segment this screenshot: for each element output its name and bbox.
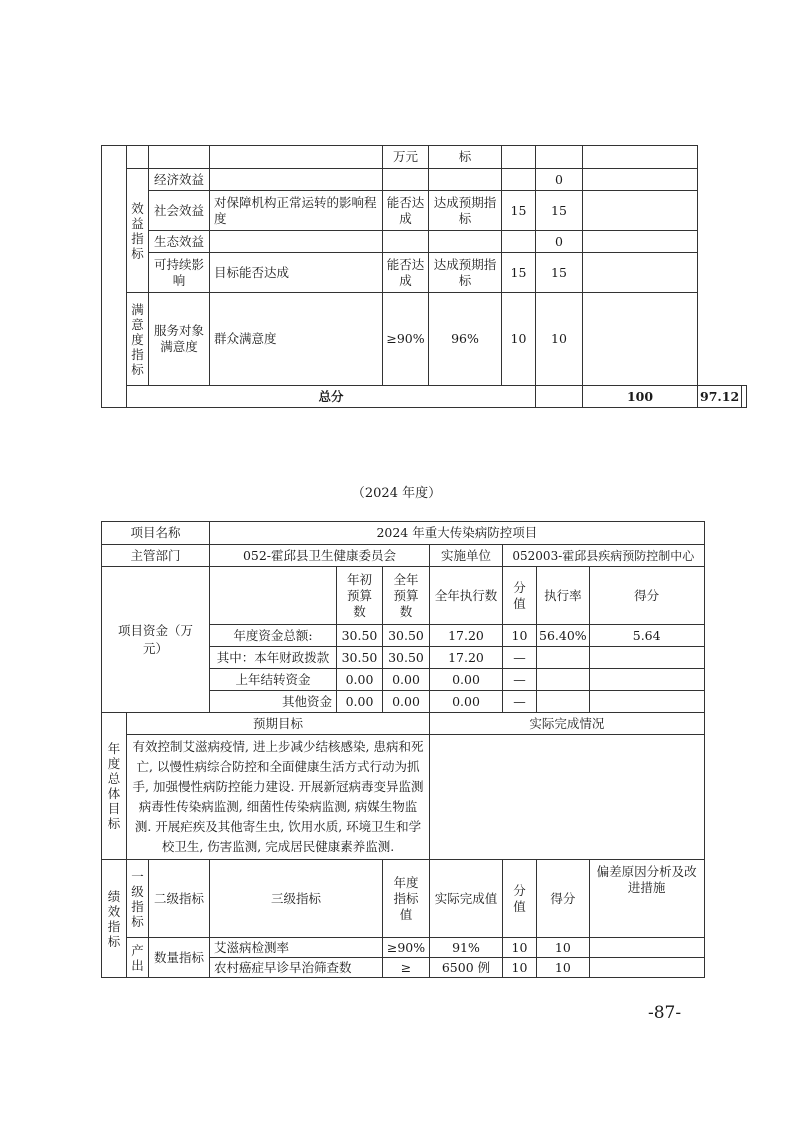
- quantity-indicator-label: 数量指标: [149, 938, 210, 978]
- remark: [583, 253, 698, 293]
- initial-budget: 0.00: [337, 691, 383, 713]
- weight: [502, 231, 536, 253]
- remark: [583, 293, 698, 386]
- weight: 10: [502, 293, 536, 386]
- funds-row-label: 其中：本年财政拨款: [210, 647, 337, 669]
- score: 15: [536, 191, 583, 231]
- rate: [537, 669, 590, 691]
- cell: [502, 146, 536, 169]
- target-value: ≥90%: [383, 938, 430, 958]
- table-row: [102, 253, 747, 293]
- weight: 10: [503, 625, 537, 647]
- header-actual: 实际完成值: [430, 860, 503, 938]
- table-row: [102, 231, 747, 253]
- score: 15: [536, 253, 583, 293]
- tertiary-indicator: 目标能否达成: [210, 253, 383, 293]
- tertiary-indicator: 群众满意度: [210, 293, 383, 386]
- target-value: ≥90%: [383, 293, 429, 386]
- impl-label: 实施单位: [430, 545, 503, 567]
- impl-value: 052003-霍邱县疾病预防控制中心: [503, 545, 705, 567]
- total-actual: [536, 386, 583, 408]
- output-label: 产 出: [127, 938, 149, 978]
- remark: [589, 938, 704, 958]
- score: 10: [536, 293, 583, 386]
- perf-row: [102, 938, 705, 958]
- secondary-indicator: 社会效益: [149, 191, 210, 231]
- initial-budget: 30.50: [337, 625, 383, 647]
- score: [589, 669, 704, 691]
- target-value: ≥: [383, 958, 430, 978]
- remark: [589, 958, 704, 978]
- weight: 15: [502, 191, 536, 231]
- total-weight: 100: [583, 386, 698, 408]
- annual-budget: 30.50: [383, 625, 430, 647]
- header-initial-budget: 年初预算数: [337, 567, 383, 625]
- score: [589, 647, 704, 669]
- satisfaction-group-label: 满 意 度 指 标: [127, 293, 149, 386]
- actual-value: 96%: [429, 293, 502, 386]
- perf-indicator-label: 绩 效 指 标: [102, 860, 127, 978]
- cell: [127, 146, 149, 169]
- remark: [583, 169, 698, 191]
- goal-row: [102, 735, 705, 860]
- score: 0: [536, 169, 583, 191]
- table-row: [102, 522, 705, 545]
- actual-value: [429, 231, 502, 253]
- header-weight: 分值: [503, 860, 537, 938]
- header-score: 得分: [589, 567, 704, 625]
- actual-value: 91%: [430, 938, 503, 958]
- perf-header-row: [102, 860, 705, 938]
- score: 10: [537, 938, 590, 958]
- annual-goal-label: 年 度 总 体 目 标: [102, 713, 127, 860]
- total-remark: [742, 386, 747, 408]
- header-executed: 全年执行数: [430, 567, 503, 625]
- target-value: 能否达成: [383, 253, 429, 293]
- table-row: [102, 545, 705, 567]
- target-value: [383, 169, 429, 191]
- total-row: [102, 386, 747, 408]
- page-number: -87-: [648, 1003, 682, 1023]
- secondary-indicator: 服务对象满意度: [149, 293, 210, 386]
- target-value: [383, 231, 429, 253]
- cell: [210, 146, 383, 169]
- project-name: 2024 年重大传染病防控项目: [210, 522, 705, 545]
- funds-header-row: [102, 567, 705, 625]
- project-name-label: 项目名称: [102, 522, 210, 545]
- funds-label-text: 项目资金（万元）: [117, 622, 193, 656]
- benefit-group-label: 效 益 指 标: [127, 169, 149, 293]
- annual-budget: 0.00: [383, 669, 430, 691]
- executed: 17.20: [430, 647, 503, 669]
- table-row: [102, 293, 747, 386]
- rate: [537, 647, 590, 669]
- goal-header-row: [102, 713, 705, 735]
- actual-value: 6500 例: [430, 958, 503, 978]
- executed: 0.00: [430, 691, 503, 713]
- initial-budget: 0.00: [337, 669, 383, 691]
- remark: [583, 231, 698, 253]
- actual-completion-header: 实际完成情况: [430, 713, 705, 735]
- header-rate: 执行率: [537, 567, 590, 625]
- tertiary-indicator: [210, 231, 383, 253]
- cell: 万元: [383, 146, 429, 169]
- table-row: [102, 146, 747, 169]
- funds-row-label: 上年结转资金: [210, 669, 337, 691]
- cell: [583, 146, 698, 169]
- cell: [536, 146, 583, 169]
- total-score: 97.12: [698, 386, 742, 408]
- rate: 56.40%: [537, 625, 590, 647]
- funds-label: [102, 567, 210, 713]
- funds-row-label: 年度资金总额:: [210, 625, 337, 647]
- table-row: [102, 191, 747, 231]
- expected-goal-header: 预期目标: [127, 713, 430, 735]
- tertiary-indicator: 农村癌症早诊早治筛查数: [210, 958, 383, 978]
- dept-value: 052-霍邱县卫生健康委员会: [210, 545, 430, 567]
- weight: —: [503, 647, 537, 669]
- actual-value: 达成预期指标: [429, 253, 502, 293]
- annual-budget: 30.50: [383, 647, 430, 669]
- score: 5.64: [589, 625, 704, 647]
- total-label: 总分: [127, 386, 536, 408]
- tertiary-indicator: 艾滋病检测率: [210, 938, 383, 958]
- weight: 10: [503, 958, 537, 978]
- secondary-indicator: 经济效益: [149, 169, 210, 191]
- rate: [537, 691, 590, 713]
- dept-label: 主管部门: [102, 545, 210, 567]
- header-level1: 一 级 指 标: [127, 860, 149, 938]
- header-annual-budget: 全年预算数: [383, 567, 430, 625]
- score: 10: [537, 958, 590, 978]
- remark: [583, 191, 698, 231]
- weight: 10: [503, 938, 537, 958]
- header-remark: 偏差原因分析及改进措施: [589, 860, 704, 938]
- annual-budget: 0.00: [383, 691, 430, 713]
- funds-row-label: 其他资金: [210, 691, 337, 713]
- weight: 15: [502, 253, 536, 293]
- actual-value: [429, 169, 502, 191]
- executed: 0.00: [430, 669, 503, 691]
- level0-blank-cell: [102, 146, 127, 408]
- secondary-indicator: 可持续影响: [149, 253, 210, 293]
- cell: 标: [429, 146, 502, 169]
- executed: 17.20: [430, 625, 503, 647]
- score: 0: [536, 231, 583, 253]
- target-value: 能否达成: [383, 191, 429, 231]
- blank-cell: [210, 567, 337, 625]
- initial-budget: 30.50: [337, 647, 383, 669]
- weight: —: [503, 691, 537, 713]
- header-level2: 二级指标: [149, 860, 210, 938]
- header-level3: 三级指标: [210, 860, 383, 938]
- performance-table-continued: [101, 145, 747, 408]
- tertiary-indicator: [210, 169, 383, 191]
- project-performance-table: [101, 521, 705, 978]
- table-row: [102, 169, 747, 191]
- weight: [502, 169, 536, 191]
- secondary-indicator: 生态效益: [149, 231, 210, 253]
- score: [589, 691, 704, 713]
- header-target: 年度指标值: [383, 860, 430, 938]
- tertiary-indicator: 对保障机构正常运转的影响程度: [210, 191, 383, 231]
- header-score: 得分: [537, 860, 590, 938]
- actual-completion-text: [430, 735, 705, 860]
- expected-goal-text: 有效控制艾滋病疫情, 进上步减少结核感染, 患病和死亡, 以慢性病综合防控和全面健康生活方式行动为抓手, 加强慢性病防控能力建设. 开展新冠病毒变异监测 病毒性传染病监测, 细菌性传染病监测, 病媒生物监测. 开展疟疾及其他寄生虫, 饮用水质, 环境卫生和学校卫生, 伤害监测, 完成居民健康素养监测.: [127, 735, 430, 860]
- year-caption: （2024 年度）: [351, 486, 442, 501]
- weight: —: [503, 669, 537, 691]
- cell: [149, 146, 210, 169]
- actual-value: 达成预期指标: [429, 191, 502, 231]
- header-weight: 分值: [503, 567, 537, 625]
